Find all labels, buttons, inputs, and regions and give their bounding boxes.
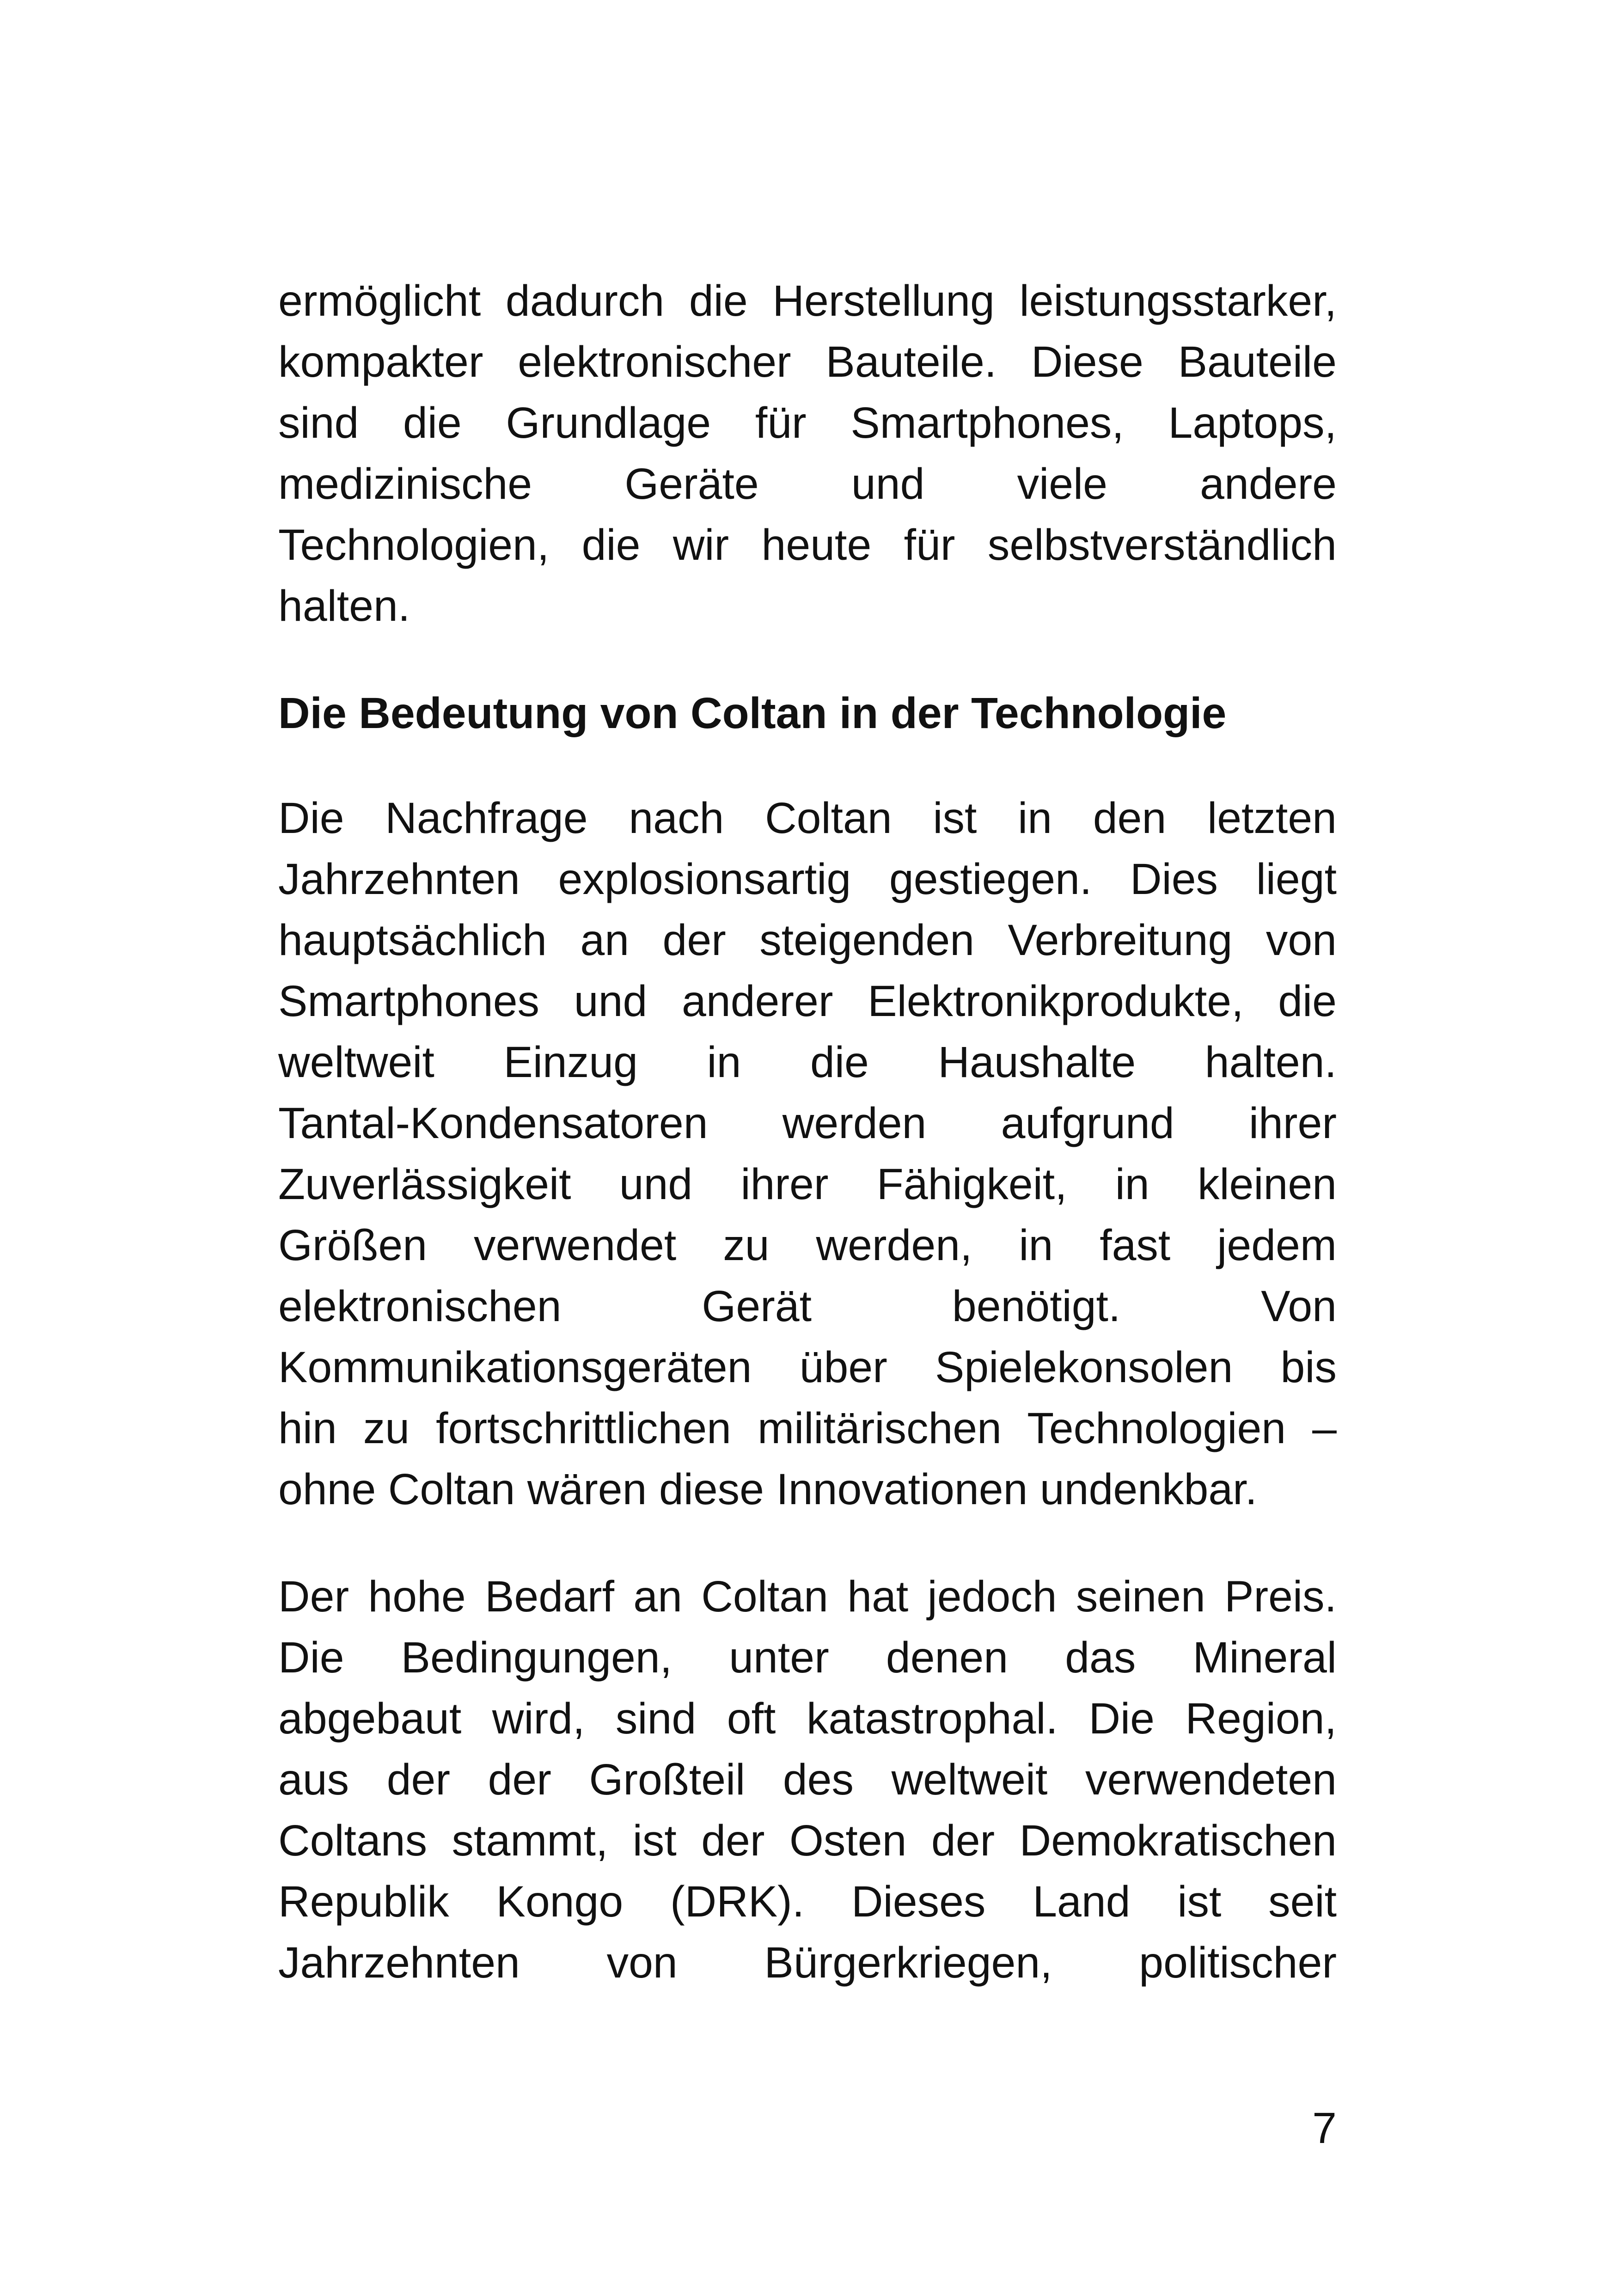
paragraph-continued — [278, 270, 1337, 637]
text-line: halten. — [278, 582, 410, 631]
text-line: kompakter elektronischer Bauteile. Diese Bauteile — [278, 337, 1337, 386]
text-line: elektronischen Gerät benötigt. Von — [278, 1282, 1337, 1331]
text-line: Kommunikationsgeräten über Spielekonsolen bis — [278, 1343, 1337, 1392]
text-line: Republik Kongo (DRK). Dieses Land ist seit — [278, 1877, 1337, 1926]
text-line: Coltans stammt, ist der Osten der Demokratischen — [278, 1816, 1337, 1865]
text-line: Der hohe Bedarf an Coltan hat jedoch seinen Preis. — [278, 1572, 1337, 1621]
text-line: ermöglicht dadurch die Herstellung leistungsstarker, — [278, 276, 1337, 325]
text-line: Technologien, die wir heute für selbstverständlich — [278, 520, 1337, 569]
text-line: Smartphones und anderer Elektronikprodukte, die — [278, 977, 1337, 1026]
text-line: hauptsächlich an der steigenden Verbreitung von — [278, 916, 1337, 965]
text-line: aus der der Großteil des weltweit verwendeten — [278, 1755, 1337, 1804]
text-line: Tantal-Kondensatoren werden aufgrund ihrer — [278, 1099, 1337, 1148]
paragraph-demand — [278, 788, 1337, 1520]
text-line: weltweit Einzug in die Haushalte halten. — [278, 1038, 1337, 1087]
text-line: hin zu fortschrittlichen militärischen Technologien – — [278, 1404, 1337, 1453]
section-heading: Die Bedeutung von Coltan in der Technologie — [278, 689, 1227, 738]
text-line: Zuverlässigkeit und ihrer Fähigkeit, in kleinen — [278, 1160, 1337, 1209]
text-line: abgebaut wird, sind oft katastrophal. Die Region, — [278, 1694, 1337, 1743]
page-body — [278, 270, 1337, 1993]
page-number: 7 — [1312, 2104, 1337, 2153]
text-line: medizinische Geräte und viele andere — [278, 459, 1337, 508]
text-line: Die Bedingungen, unter denen das Mineral — [278, 1633, 1337, 1682]
text-line: ohne Coltan wären diese Innovationen undenkbar. — [278, 1465, 1257, 1514]
text-line: Jahrzehnten von Bürgerkriegen, politischer — [278, 1938, 1337, 1987]
text-line: Jahrzehnten explosionsartig gestiegen. Dies liegt — [278, 855, 1337, 904]
paragraph-price — [278, 1566, 1337, 1993]
text-line: sind die Grundlage für Smartphones, Laptops, — [278, 398, 1337, 447]
text-line: Die Nachfrage nach Coltan ist in den letzten — [278, 794, 1337, 843]
text-line: Größen verwendet zu werden, in fast jedem — [278, 1221, 1337, 1270]
